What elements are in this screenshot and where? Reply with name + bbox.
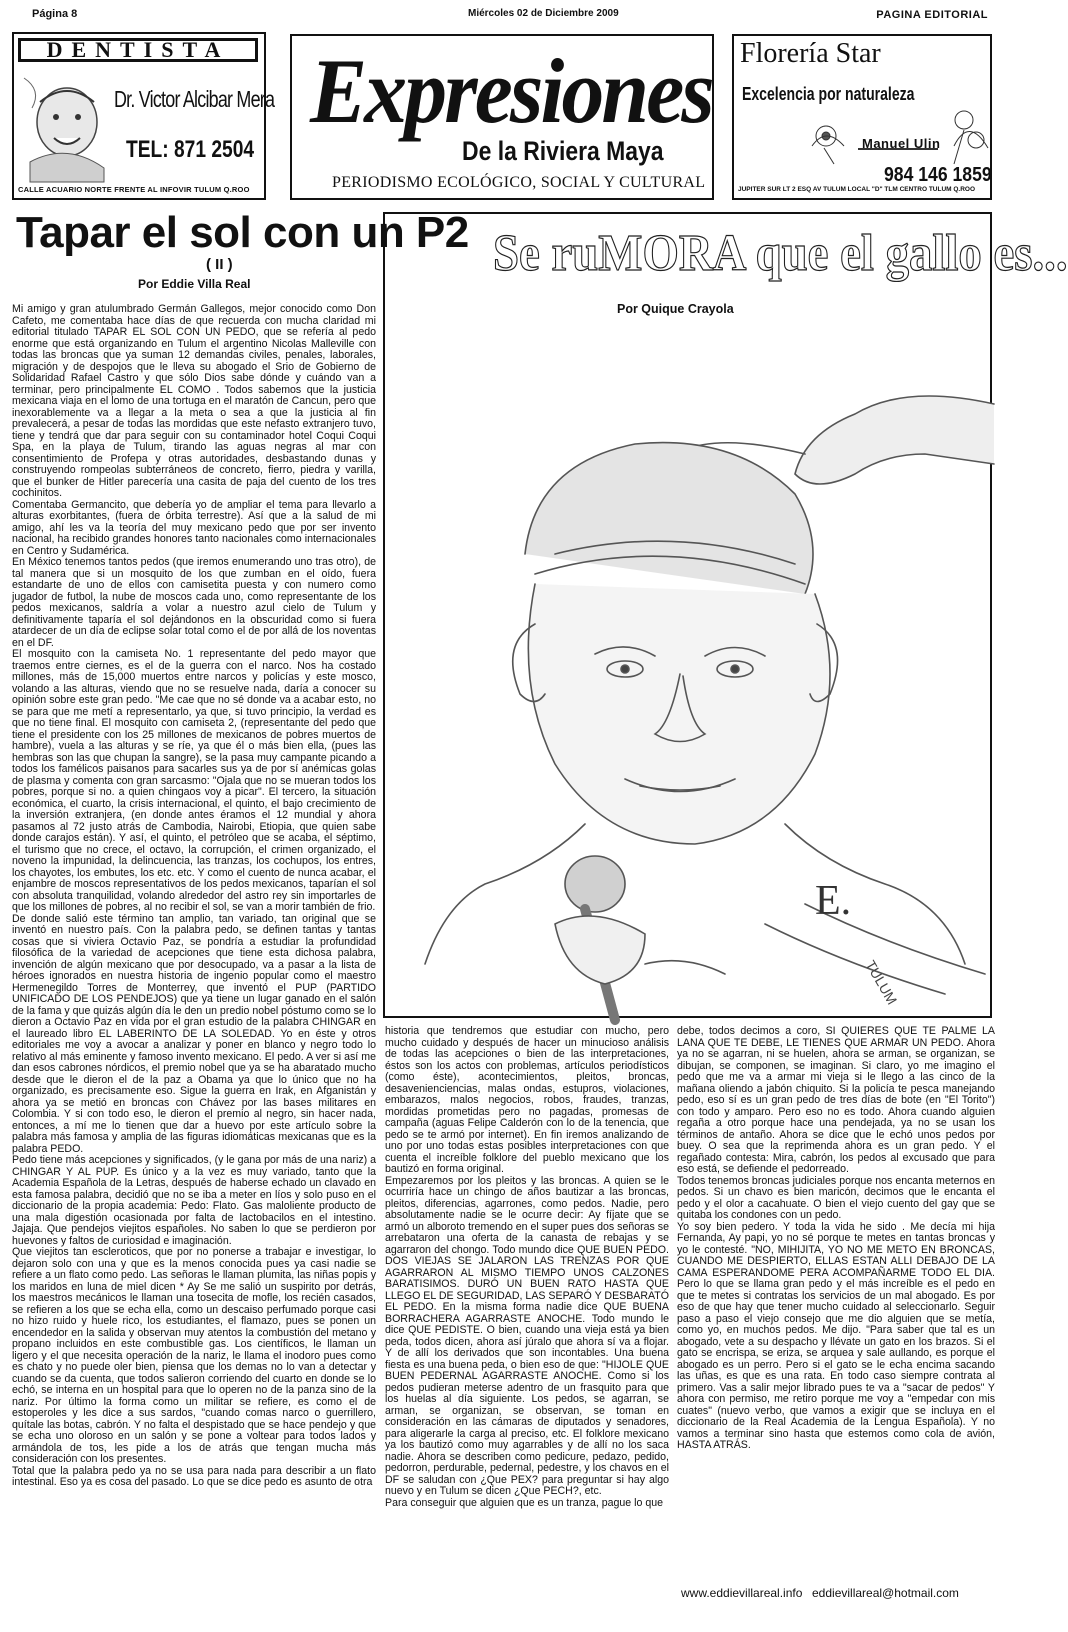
- page-number: Página 8: [32, 8, 78, 20]
- dentist-phone: TEL: 871 2504: [126, 136, 255, 163]
- paragraph: De donde salió este término tan amplio, tan variado, tan original que se inventó en nuestro país. Con la palabra pedo, se definen tantas y tantas cosas que si viviera Octavio Paz, se pondría a estudiar la profundidad filosófica de la variedad de acepciones que tiene esta dichosa palabra, invención de algún mexicano que por desocupado, va a pasar a la lista de héroes ignorados en nuestra historia de ingenio popular como el maestro Hermenegildo Torres de Monterrey, que inventó el PUP (PARTIDO UNIFICADO DE LOS PENDEJOS) que ya tiene un lugar ganado en el salón de la fama y que quizás algún día le den un predio nobel póstumo como se lo dieron a Octavio Paz en vida por el gran estudio de la palabra CHINGAR en el laureado libro EL LABERINTO DE LA SOLEDAD. Yo en éste y otros editoriales me voy a avocar a analizar y poner en blanco y negro todo lo relativo al más eminente y famoso invento mexicano. El pedo. A ver si así me dan esos cabrones nórdicos, el premio nobel que ya se ha abaratado mucho desde que le dieron el de la paz a Obama ya que lo único que no ha organizado, es precisamente eso. Sigue la guerra en Irak, en Afganistán y ahora ya se metió en broncas con Chávez por las bases militares en Colombia. Y si con todo eso, le dieron el premio al negro, sin hacer nada, entonces, a mí me lo tienen que dar a huevo por este artículo sobre la palabra más famosa y amplia de las figuras idiomáticas mexicanas que es la palabra PEDO.: [12, 912, 376, 1155]
- paragraph: Que viejitos tan escleroticos, que por no ponerse a trabajar e investigar, lo dejaron solo con una y que es la menos conocida pues ya casi nadie se refiere a un flato como pedo. Las señoras le llaman plumita, las niñas popis y los maridos en luna de miel dicen * Ay Se me salió un suspirito por detrás, los maestros mecánicos le llaman una tosecita de mofle, los recién casados, se refieren a los que se echa ella, como un descaiso perfumado porque casi no hizo ruido y huele rico, los estudiantes, el flamazo, pues se ponen un encendedor en la salida y observan muy atentos la combustión del metano y propano incluidos en este combustible gas. Los científicos, le llaman un ligero y el que necesita operación de la nariz, le llama el inodoro pues como es chato y no puede oler bien, piensa que los demas no lo van a detectar y cuando se da cuenta, que todos salieron corriendo del cuarto en donde se lo echó, se interna en un hospital para que lo operen no de la panza sino de la nariz. Por último la forma como un militar se refiere, es como el de estoperoles y les dice a sus sardos, "cuando comas narco o guerrillero, quítale las botas, cabrón. Y no falta el despistado que se hace pendejo y que se echa uno oloroso en un salón y se pone a voltear para todos lados y armándola de tos, les pide a los de atrás que tengan mucha más consideración con los presentes.: [12, 1246, 376, 1465]
- article-column-3: [677, 1026, 995, 1574]
- cartoon-title: Se ruMORA que el gallo es...: [493, 225, 1068, 282]
- dentist-heading: DENTISTA: [18, 38, 258, 62]
- article-part: ( II ): [206, 256, 233, 273]
- mic-label: TULUM: [862, 957, 901, 1008]
- baby-photo-icon: [22, 72, 112, 182]
- florist-address: JUPITER SUR LT 2 ESQ AV TULUM LOCAL "D" TLM CENTRO TULUM Q.ROO: [738, 186, 976, 193]
- florist-ad: [732, 34, 992, 200]
- paragraph: Mi amigo y gran atulumbrado Germán Gallegos, mejor conocido como Don Cafeto, me comentaba hace días de que recuerda con mucha claridad mi editorial titulado TAPAR EL SOL CON UN PEDO, que se refería al pedo enorme que está organizando en Tulum el argentino Nicolas Malleville con todas las broncas que ya suman 12 demandas civiles, penales, laborales, migración y de despojos que le lleva su abogado el Srio de Gobierno de Solidaridad Rafael Castro y que sólo Dios sabe dónde y cuándo van a terminar, pero principalmente EL COMO . Todos sabemos que la justicia mexicana viaja en el lomo de una tortuga en el maratón de Cancun, pero que inexorablemente va a llegar a la meta o sea a que la justicia al fin prevalecerá, a pesar de todas las mordidas que este nefasto extranjero tuvo, tiene y tendrá que dar para seguir con su contaminador hotel Coqui Coqui Spa, en la playa de Tulum, tirando las aguas negras al mar con consentimiento de Profepa y otras autoridades, desbastando dunas y construyendo rompeolas subterráneos de concreto, fierro, piedra y varilla, que el bunker de Hitler parecería una casita de paja del cuento de los tres cochinitos.: [12, 303, 376, 499]
- caricature-drawing: [385, 324, 994, 1020]
- newspaper-subtitle: De la Riviera Maya: [462, 136, 664, 166]
- florist-phone: 984 146 1859: [884, 164, 992, 186]
- author-email[interactable]: eddievillareal@hotmail.com: [812, 1586, 959, 1600]
- masthead: [290, 34, 714, 200]
- paragraph: Comentaba Germancito, que debería yo de ampliar el tema para llevarlo a alturas exorbitantes, (fuera de órbita terrestre). Así que a la salud de mi amigo, ahí les va la teoría del muy mexicano pedo que por ser invento nacional, ha recibido grandes honores tanto nacionales como internacionales en Centro y Sudamérica.: [12, 498, 376, 557]
- paragraph: Pedo tiene más acepciones y significados, (y le gana por más de una nariz) a CHINGAR Y AL PUP. Es único y a la vez es muy variado, tanto que la Academia Española de la Letras, después de haberse echado un clavado en esta famosa palabra, decidió que no se iba a meter en líos y solo puso en el diccionario de la propia academia: Pedo: Flato. Gas maloliente producto de una mala digestión ocasionada por falta de lactobacilos en el intestino. Jajaja. Que pendejos viejitos españoles. No saben lo que se perdieron por huevones y faltos de curiosidad e imaginación.: [12, 1154, 376, 1247]
- paragraph: debe, todos decimos a coro, SI QUIERES QUE TE PALME LA LANA QUE TE DEBE, LE TIENES QUE ARMAR UN PEDO. Ahora ya no se agarran, ni se huelen, ahora se arman, se organizan, se dibujan, se componen, se imaginan. Si claro, yo me imagino el pedo que me va a armar mi vieja si le llego a las cinco de la mañana oliendo a jabón chiquito. Si la policía te pesca manejando pedo, eso sí es un gran pedo de tres días de bote (en "El Torito") con todo y amparo. Pero eso no es todo. Ahora cuando alguien regaña a otro porque hace una pendejada, ya no se usan los términos de antaño. Ahora se dice que le echó unos pedos por buey. O sea que la reprimenda ahora es un gran pedo. Y el regañado contesta: Mira, cabrón, los pedos al excusado que para eso está, se defiende el pedorreado.: [677, 1025, 995, 1175]
- florist-slogan: Excelencia por naturaleza: [742, 84, 915, 104]
- newspaper-tagline: PERIODISMO ECOLÓGICO, SOCIAL Y CULTURAL: [332, 174, 706, 191]
- dentist-name: Dr. Victor Alcibar Mera: [114, 86, 275, 112]
- florist-title: Florería Star: [740, 38, 881, 69]
- paragraph: En México tenemos tantos pedos (que iremos enumerando uno tras otro), de tal manera que si un mosquito de los que zumban en el oído, fuera estandarte de uno de ellos con camisetita puesta y con numero como jugador de futbol, la nube de moscos cada uno, como representante de los pedos mexicanos, saldría a volar a nuestro azul cielo de Tulum y definitivamente taparía el sol dejándonos en la obscuridad como si fuera atardecer de un día de eclipse solar total como el de por allá de los noventas en el DF.: [12, 556, 376, 649]
- dentist-ad: [12, 32, 275, 200]
- paragraph: Todos tenemos broncas judiciales porque nos encanta meternos en pedos. Si un chavo es bien maricón, decimos que le encanta el pedo y el olor a cacahuate. O bien el viejo cuento del gay que se quitaba los condones con un pedo.: [677, 1174, 995, 1221]
- cartoon-byline: Por Quique Crayola: [617, 302, 734, 316]
- article-column-1: [12, 304, 376, 1626]
- author-website[interactable]: www.eddievillareal.info: [681, 1586, 803, 1600]
- paragraph: historia que tendremos que estudiar con mucho, pero mucho cuidado y después de hacer un minucioso análisis de todas las acepciones o bien de las interpretaciones, éstos son los actos con problemas, artículos periodísticos (como éste), acontecimientos, pleitos, broncas, desavenienciencias, malas ondas, estupros, violaciones, embarazos, malos negocios, robos, fraudes, tranzas, mordidas prometidas pero no pagadas, promesas de campaña (aguas Felipe Calderón con lo de la tenencia, que pedo se te armó por internet). En fin iremos analizando de uno por uno todas estas posibles interpretaciones con que cuenta el increíble folklore del pueblo mexicano que los bautizó en forma original.: [385, 1025, 669, 1175]
- paragraph: Empezaremos por los pleitos y las broncas. A quien se le ocurriría hace un chingo de años bautizar a las broncas, pleitos, diferencias, agarrones, como pedos. Nadie, pero absolutamente nadie se le ocurre decir: Ay fíjate que se armó un alboroto tremendo en el super pues dos señoras se arrebataron una oferta de la canasta de rebajas y se agarraron del chongo. Todo mundo dice QUE BUEN PEDO. DOS VIEJAS SE JALARON LAS TRENZAS POR QUE AGARRARON AL MISMO TIEMPO UNOS CALZONES BARATISIMOS. DURÓ UN BUEN RATO HASTA QUE LLEGO EL DE SEGURIDAD, LAS SEPARÓ Y DESBARATÓ EL PEDO. En la misma forma nadie dice QUE BUENA BORRACHERA AGARRASTE ANOCHE. Todo mundo le dice QUE PEDISTE. O bien, cuando una vieja está ya bien peda, todos dicen, ahora así júralo que ahora sí va a flojar. Y de allí los derivados que son incontables. Una buena fiesta es una buena peda, o bien eso de que: "HIJOLE QUE BUEN PEDERNAL AGARRASTE ANOCHE. Como si los pedos pudieran meterse adentro de un frasquito para que los huelas al día siguiente. Los pedos, se agarran, se arman, se organizan, se observan, se toman en consideración en las cámaras de diputados y senadores, para aligerarle la carga al preciso, etc. El folklore mexicano ya los bautizó como muy agarrables y de allí no los saca nadie. Ahora se describen como pedicure, pedazo, pedido, pedorron, perdurable, pedernal, pedestre, y los chavos en el DF se saludan con ¿Que PEX? para preguntar si hay algo nuevo y en Tulum se dicen ¿Que PECH?, etc.: [385, 1174, 669, 1497]
- paragraph: Yo soy bien pedero. Y toda la vida he sido . Me decía mi hija Fernanda, Ay papi, yo no sé porque te metes en tantas broncas y yo le contesté. "NO, MIHIJITA, YO NO ME METO EN BRONCAS, CUANDO ME DESPIERTO, ELLAS ESTAN ALLI DEBAJO DE LA CAMA ESPERANDOME PERA ACOMPAÑARME TODO EL DIA. Pero lo que se llama gran pedo y el más increíble es el pedo en que te metes si contratas los servicios de un mal abogado. Es por eso de que hay que tener mucho cuidado al seleccionarlo. Seguir paso a paso el viejo consejo que me dio alguien que se metía, como yo, en muchos pedos. Me dijo. "Para saber que tal es un abogado, vete a su despacho y llévate un gato en los brazos. Si el gato se encrispa, se eriza, se arquea y sale aullando, es porque el abogado es un perro. Pero si el gato se le echa encima sacando las uñas, es que es una rata. En todo caso siempre contrata al primero. Vas a salir mejor librado pues te va a "sacar de pedos" Y ahora con permiso, me retiro porque me voy a "empedar con mis cuates" (nuevo verbo, que vamos a exigir que se incluya en el diccionario de la Real Academia de la Lengua Española). Y no vamos a terminar sino hasta que estemos como cola de avión, HASTA ATRÁS.: [677, 1220, 995, 1451]
- paragraph: Para conseguir que alguien que es un tranza, pague lo que: [385, 1496, 663, 1509]
- article-headline: Tapar el sol con un P2: [16, 208, 469, 257]
- section-name: PAGINA EDITORIAL: [876, 9, 988, 21]
- article-byline: Por Eddie Villa Real: [138, 277, 251, 291]
- artist-signature: E.: [815, 878, 852, 924]
- paragraph: Total que la palabra pedo ya no se usa para nada para describir a un flato intestinal. Eso ya es cosa del pasado. Lo que se dice pedo es asunto de otra: [12, 1464, 376, 1488]
- florist-owner: Manuel Ulin: [862, 136, 941, 151]
- paragraph: El mosquito con la camiseta No. 1 representante del pedo mayor que traemos entre ciernes, es el de la guerra con el narco. Nos ha costado millones, más de 15,000 muertos entre narcos y policías y este mosco, volando a las alturas, viendo que no se resuelve nada, daría a conocer su opinión sobre este gran pedo. "Me cae que no sé donde va a acabar esto, no se para que me metí a representarlo, ya que, si tuvo principio, la verdad es que no tiene final. El mosquito con camiseta 2, (representante del pedo que tiene el presidente con los 25 millones de mexicanos de pobres muertos de hambre), vuela a las alturas y se ríe, ya que él o más bien ella, (pues las hembras son las que chupan la sangre), se la pasa muy campante picando a todos los famélicos paisanos para sacarles sus ya de por sí anémicas golas de plasma y comenta con gran sarcasmo: "Ojala que no se mueran todos los pobres, porque si no. a quien chingaos voy a picar". El tercero, la situación económica, el cuarto, la crisis internacional, el quinto, el bajo crecimiento de la inversión extranjera, (en donde antes éramos el 12 mundial y ahora pasamos al 72 justo atrás de Cambodia, Nairobi, Etiopia, que quien sabe donde carajos están). Y así, el quinto, el petróleo que se acaba, el séptimo, el turismo que no crece, el octavo, la corrupción, el crimen organizado, el noveno la impunidad, la delincuencia, las tranzas, los cochupos, los entres, los chayotes, los embutes, los etc. etc. Y como el cuento de nunca acabar, el enjambre de moscos representativos de los pedos mexicanos, taparían el sol con absoluta tranquilidad, volando alrededor del astro rey sin importarles de que los millones de pobres, al no recibir el sol, se van a morir también de frio.: [12, 648, 376, 913]
- page-header: [28, 6, 994, 22]
- issue-date: Miércoles 02 de Diciembre 2009: [468, 8, 619, 19]
- newspaper-title: Expresiones: [310, 40, 712, 142]
- article-column-2: [385, 1026, 669, 1626]
- dentist-address: CALLE ACUARIO NORTE FRENTE AL INFOVIR TULUM Q.ROO: [18, 185, 250, 194]
- cartoon-box: [383, 212, 1068, 1018]
